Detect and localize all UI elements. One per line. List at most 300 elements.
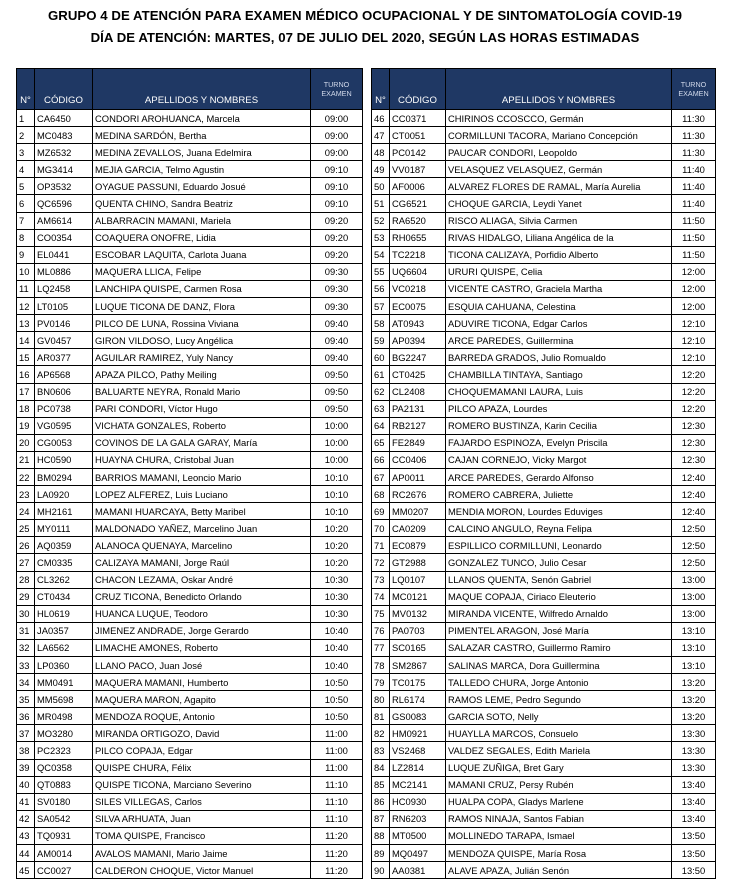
- row-name: MENDOZA QUISPE, María Rosa: [446, 845, 672, 862]
- row-code: BN0606: [35, 383, 93, 400]
- column-header-num: N°: [372, 69, 390, 110]
- table-row: [17, 588, 363, 605]
- row-name: MAMANI HUARCAYA, Betty Maribel: [93, 503, 311, 520]
- row-number: 27: [17, 554, 35, 571]
- row-time: 09:20: [311, 229, 363, 246]
- row-time: 11:30: [672, 110, 716, 127]
- row-name: MIRANDA ORTIGOZO, David: [93, 725, 311, 742]
- row-time: 11:30: [672, 127, 716, 144]
- row-name: ALANOCA QUENAYA, Marcelino: [93, 537, 311, 554]
- row-code: CA0209: [390, 520, 446, 537]
- column-header-name: APELLIDOS Y NOMBRES: [446, 69, 672, 110]
- row-code: TQ0931: [35, 827, 93, 844]
- row-number: 46: [372, 110, 390, 127]
- row-number: 43: [17, 827, 35, 844]
- table-row: [372, 605, 716, 622]
- row-number: 82: [372, 725, 390, 742]
- table-row: [17, 725, 363, 742]
- row-code: PC2323: [35, 742, 93, 759]
- row-name: HUALPA COPA, Gladys Marlene: [446, 793, 672, 810]
- table-row: [372, 161, 716, 178]
- row-name: ROMERO BUSTINZA, Karin Cecilia: [446, 417, 672, 434]
- table-row: [17, 195, 363, 212]
- row-time: 09:30: [311, 280, 363, 297]
- row-number: 88: [372, 827, 390, 844]
- row-number: 44: [17, 845, 35, 862]
- table-row: [372, 742, 716, 759]
- table-row: [17, 349, 363, 366]
- row-code: SV0180: [35, 793, 93, 810]
- row-number: 86: [372, 793, 390, 810]
- table-row: [372, 486, 716, 503]
- row-code: AF0006: [390, 178, 446, 195]
- table-row: [372, 503, 716, 520]
- turno-label-line2: EXAMEN: [678, 89, 709, 98]
- row-number: 17: [17, 383, 35, 400]
- row-code: UQ6604: [390, 263, 446, 280]
- row-name: CALDERON CHOQUE, Victor Manuel: [93, 862, 311, 879]
- row-code: BM0294: [35, 468, 93, 485]
- table-row: [17, 759, 363, 776]
- turno-label-line2: EXAMEN: [321, 89, 352, 98]
- table-row: [17, 537, 363, 554]
- row-code: RC2676: [390, 486, 446, 503]
- row-time: 09:50: [311, 383, 363, 400]
- column-header-turno: [311, 69, 363, 110]
- row-name: URURI QUISPE, Celia: [446, 263, 672, 280]
- row-name: PAUCAR CONDORI, Leopoldo: [446, 144, 672, 161]
- row-number: 24: [17, 503, 35, 520]
- row-name: CRUZ TICONA, Benedicto Orlando: [93, 588, 311, 605]
- column-header-name: APELLIDOS Y NOMBRES: [93, 69, 311, 110]
- row-code: CG6521: [390, 195, 446, 212]
- table-row: [372, 144, 716, 161]
- row-time: 12:00: [672, 263, 716, 280]
- row-code: LP0360: [35, 657, 93, 674]
- table-row: [372, 588, 716, 605]
- row-number: 83: [372, 742, 390, 759]
- table-row: [372, 468, 716, 485]
- row-name: CHACON LEZAMA, Oskar André: [93, 571, 311, 588]
- row-number: 79: [372, 674, 390, 691]
- row-name: PILCO COPAJA, Edgar: [93, 742, 311, 759]
- row-name: BALUARTE NEYRA, Ronald Mario: [93, 383, 311, 400]
- row-number: 75: [372, 605, 390, 622]
- row-code: AA0381: [390, 862, 446, 879]
- row-time: 11:00: [311, 725, 363, 742]
- row-number: 53: [372, 229, 390, 246]
- row-code: MM0207: [390, 503, 446, 520]
- row-time: 11:30: [672, 144, 716, 161]
- row-code: RN6203: [390, 810, 446, 827]
- row-time: 10:40: [311, 639, 363, 656]
- row-number: 55: [372, 263, 390, 280]
- row-number: 31: [17, 622, 35, 639]
- row-number: 61: [372, 366, 390, 383]
- table-row: [17, 810, 363, 827]
- row-time: 13:50: [672, 827, 716, 844]
- row-number: 30: [17, 605, 35, 622]
- table-row: [372, 622, 716, 639]
- row-time: 09:10: [311, 161, 363, 178]
- row-name: HUAYLLA MARCOS, Consuelo: [446, 725, 672, 742]
- column-header-turno: [672, 69, 716, 110]
- row-name: COVINOS DE LA GALA GARAY, María: [93, 434, 311, 451]
- row-time: 12:30: [672, 451, 716, 468]
- row-name: ESCOBAR LAQUITA, Carlota Juana: [93, 246, 311, 263]
- row-name: ESQUIA CAHUANA, Celestina: [446, 298, 672, 315]
- row-time: 10:00: [311, 417, 363, 434]
- table-row: [372, 537, 716, 554]
- row-code: CM0335: [35, 554, 93, 571]
- row-code: CC0371: [390, 110, 446, 127]
- row-time: 10:40: [311, 622, 363, 639]
- row-code: CO0354: [35, 229, 93, 246]
- row-number: 25: [17, 520, 35, 537]
- table-body-right: [372, 110, 716, 879]
- row-time: 13:20: [672, 708, 716, 725]
- row-time: 13:10: [672, 622, 716, 639]
- table-row: [17, 417, 363, 434]
- table-row: [372, 674, 716, 691]
- row-name: MOLLINEDO TARAPA, Ismael: [446, 827, 672, 844]
- row-number: 48: [372, 144, 390, 161]
- row-code: CT0051: [390, 127, 446, 144]
- row-time: 10:20: [311, 520, 363, 537]
- row-time: 09:10: [311, 195, 363, 212]
- row-time: 12:00: [672, 280, 716, 297]
- row-number: 84: [372, 759, 390, 776]
- table-row: [17, 468, 363, 485]
- table-row: [372, 691, 716, 708]
- row-name: AVALOS MAMANI, Mario Jaime: [93, 845, 311, 862]
- row-code: CL2408: [390, 383, 446, 400]
- schedule-table-left: [16, 68, 363, 879]
- row-number: 28: [17, 571, 35, 588]
- row-name: VALDEZ SEGALES, Edith Mariela: [446, 742, 672, 759]
- row-time: 13:00: [672, 588, 716, 605]
- row-time: 10:10: [311, 503, 363, 520]
- row-name: HUANCA LUQUE, Teodoro: [93, 605, 311, 622]
- row-code: MT0500: [390, 827, 446, 844]
- row-code: GT2988: [390, 554, 446, 571]
- row-code: QC0358: [35, 759, 93, 776]
- table-row: [372, 298, 716, 315]
- row-number: 62: [372, 383, 390, 400]
- row-name: MEDINA ZEVALLOS, Juana Edelmira: [93, 144, 311, 161]
- row-time: 13:40: [672, 810, 716, 827]
- row-code: MR0498: [35, 708, 93, 725]
- row-name: PILCO APAZA, Lourdes: [446, 400, 672, 417]
- row-time: 12:40: [672, 503, 716, 520]
- row-name: CHOQUEMAMANI LAURA, Luis: [446, 383, 672, 400]
- row-time: 12:10: [672, 332, 716, 349]
- row-time: 13:20: [672, 674, 716, 691]
- row-code: VG0595: [35, 417, 93, 434]
- row-time: 13:50: [672, 845, 716, 862]
- row-number: 35: [17, 691, 35, 708]
- row-time: 11:00: [311, 759, 363, 776]
- row-number: 89: [372, 845, 390, 862]
- row-name: ARCE PAREDES, Guillermina: [446, 332, 672, 349]
- row-number: 60: [372, 349, 390, 366]
- row-number: 65: [372, 434, 390, 451]
- row-code: VV0187: [390, 161, 446, 178]
- row-code: GS0083: [390, 708, 446, 725]
- row-name: MAQUERA MAMANI, Humberto: [93, 674, 311, 691]
- row-time: 10:40: [311, 657, 363, 674]
- row-number: 63: [372, 400, 390, 417]
- row-number: 15: [17, 349, 35, 366]
- row-code: RH0655: [390, 229, 446, 246]
- row-time: 13:00: [672, 571, 716, 588]
- row-code: FE2849: [390, 434, 446, 451]
- row-number: 50: [372, 178, 390, 195]
- page-title: GRUPO 4 DE ATENCIÓN PARA EXAMEN MÉDICO OCUPACIONAL Y DE SINTOMATOLOGÍA COVID-19: [47, 8, 683, 23]
- row-name: ESPILLICO CORMILLUNI, Leonardo: [446, 537, 672, 554]
- row-time: 09:40: [311, 332, 363, 349]
- row-name: CALCINO ANGULO, Reyna Felipa: [446, 520, 672, 537]
- table-row: [17, 315, 363, 332]
- row-name: LOPEZ ALFEREZ, Luis Luciano: [93, 486, 311, 503]
- row-code: MM5698: [35, 691, 93, 708]
- table-row: [372, 827, 716, 844]
- row-code: PV0146: [35, 315, 93, 332]
- row-time: 11:40: [672, 195, 716, 212]
- row-code: CT0425: [390, 366, 446, 383]
- table-row: [17, 212, 363, 229]
- row-code: SA0542: [35, 810, 93, 827]
- row-number: 18: [17, 400, 35, 417]
- row-name: LUQUE ZUÑIGA, Bret Gary: [446, 759, 672, 776]
- row-code: RL6174: [390, 691, 446, 708]
- row-code: LZ2814: [390, 759, 446, 776]
- table-row: [372, 793, 716, 810]
- row-time: 09:00: [311, 110, 363, 127]
- row-code: PC0738: [35, 400, 93, 417]
- row-name: QUISPE CHURA, Félix: [93, 759, 311, 776]
- row-number: 6: [17, 195, 35, 212]
- row-name: PILCO DE LUNA, Rossina Viviana: [93, 315, 311, 332]
- row-number: 36: [17, 708, 35, 725]
- table-row: [17, 486, 363, 503]
- table-row: [372, 280, 716, 297]
- row-code: JA0357: [35, 622, 93, 639]
- row-name: RIVAS HIDALGO, Liliana Angélica de la: [446, 229, 672, 246]
- row-time: 09:40: [311, 349, 363, 366]
- row-time: 10:00: [311, 451, 363, 468]
- table-row: [372, 178, 716, 195]
- row-number: 11: [17, 280, 35, 297]
- row-number: 74: [372, 588, 390, 605]
- page-subtitle: DÍA DE ATENCIÓN: MARTES, 07 DE JULIO DEL 2020, SEGÚN LAS HORAS ESTIMADAS: [90, 30, 640, 45]
- table-row: [372, 639, 716, 656]
- row-time: 09:50: [311, 400, 363, 417]
- row-time: 11:50: [672, 229, 716, 246]
- row-number: 76: [372, 622, 390, 639]
- row-number: 42: [17, 810, 35, 827]
- table-row: [372, 759, 716, 776]
- row-name: MENDOZA ROQUE, Antonio: [93, 708, 311, 725]
- row-number: 57: [372, 298, 390, 315]
- table-row: [372, 417, 716, 434]
- row-name: CALIZAYA MAMANI, Jorge Raúl: [93, 554, 311, 571]
- row-code: AR0377: [35, 349, 93, 366]
- row-name: MENDIA MORON, Lourdes Eduviges: [446, 503, 672, 520]
- row-code: HC0930: [390, 793, 446, 810]
- table-row: [372, 554, 716, 571]
- table-row: [17, 451, 363, 468]
- row-number: 52: [372, 212, 390, 229]
- row-number: 80: [372, 691, 390, 708]
- row-code: CA6450: [35, 110, 93, 127]
- row-time: 13:50: [672, 862, 716, 879]
- row-name: CHAMBILLA TINTAYA, Santiago: [446, 366, 672, 383]
- row-time: 13:30: [672, 725, 716, 742]
- column-header-code: CÓDIGO: [35, 69, 93, 110]
- row-code: BG2247: [390, 349, 446, 366]
- table-row: [372, 195, 716, 212]
- table-row: [372, 127, 716, 144]
- row-number: 39: [17, 759, 35, 776]
- row-name: SALAZAR CASTRO, Guillermo Ramiro: [446, 639, 672, 656]
- table-row: [17, 503, 363, 520]
- row-code: SM2867: [390, 657, 446, 674]
- row-code: AP0011: [390, 468, 446, 485]
- row-code: MO3280: [35, 725, 93, 742]
- table-header-row: [372, 69, 716, 110]
- row-number: 40: [17, 776, 35, 793]
- row-name: VELASQUEZ VELASQUEZ, Germán: [446, 161, 672, 178]
- row-name: MAQUERA LLICA, Felipe: [93, 263, 311, 280]
- row-number: 58: [372, 315, 390, 332]
- table-row: [372, 315, 716, 332]
- table-row: [372, 657, 716, 674]
- row-name: BARRIOS MAMANI, Leoncio Mario: [93, 468, 311, 485]
- row-number: 70: [372, 520, 390, 537]
- row-name: MEDINA SARDÓN, Bertha: [93, 127, 311, 144]
- row-time: 09:30: [311, 298, 363, 315]
- row-code: HL0619: [35, 605, 93, 622]
- row-time: 13:10: [672, 657, 716, 674]
- row-name: COAQUERA ONOFRE, Lidia: [93, 229, 311, 246]
- row-name: BARREDA GRADOS, Julio Romualdo: [446, 349, 672, 366]
- row-number: 73: [372, 571, 390, 588]
- row-time: 11:40: [672, 161, 716, 178]
- table-row: [17, 110, 363, 127]
- row-number: 16: [17, 366, 35, 383]
- row-number: 10: [17, 263, 35, 280]
- row-name: APAZA PILCO, Pathy Meiling: [93, 366, 311, 383]
- table-row: [372, 110, 716, 127]
- row-time: 10:00: [311, 434, 363, 451]
- column-header-code: CÓDIGO: [390, 69, 446, 110]
- table-row: [372, 366, 716, 383]
- row-name: CHIRINOS CCOSCCO, Germán: [446, 110, 672, 127]
- row-code: MC0121: [390, 588, 446, 605]
- row-code: RB2127: [390, 417, 446, 434]
- table-row: [372, 263, 716, 280]
- row-number: 69: [372, 503, 390, 520]
- row-time: 11:40: [672, 178, 716, 195]
- row-code: OP3532: [35, 178, 93, 195]
- row-name: FAJARDO ESPINOZA, Evelyn Priscila: [446, 434, 672, 451]
- row-name: VICENTE CASTRO, Graciela Martha: [446, 280, 672, 297]
- table-row: [17, 178, 363, 195]
- row-number: 34: [17, 674, 35, 691]
- table-row: [372, 229, 716, 246]
- row-name: ALAVE APAZA, Julián Senón: [446, 862, 672, 879]
- row-time: 12:40: [672, 468, 716, 485]
- row-time: 12:20: [672, 366, 716, 383]
- row-name: TICONA CALIZAYA, Porfidio Alberto: [446, 246, 672, 263]
- row-time: 12:50: [672, 520, 716, 537]
- row-code: LA0920: [35, 486, 93, 503]
- row-name: ALBARRACIN MAMANI, Mariela: [93, 212, 311, 229]
- row-number: 64: [372, 417, 390, 434]
- table-row: [17, 229, 363, 246]
- row-time: 09:50: [311, 366, 363, 383]
- turno-label-line1: TURNO: [323, 80, 350, 89]
- row-number: 49: [372, 161, 390, 178]
- row-number: 56: [372, 280, 390, 297]
- row-name: MALDONADO YAÑEZ, Marcelino Juan: [93, 520, 311, 537]
- row-name: VICHATA GONZALES, Roberto: [93, 417, 311, 434]
- row-number: 19: [17, 417, 35, 434]
- row-code: LQ2458: [35, 280, 93, 297]
- table-row: [17, 571, 363, 588]
- row-name: GIRON VILDOSO, Lucy Angélica: [93, 332, 311, 349]
- table-row: [372, 451, 716, 468]
- row-code: VC0218: [390, 280, 446, 297]
- turno-label-line1: TURNO: [680, 80, 707, 89]
- row-name: SALINAS MARCA, Dora Guillermina: [446, 657, 672, 674]
- row-number: 22: [17, 468, 35, 485]
- row-time: 12:50: [672, 554, 716, 571]
- row-time: 12:30: [672, 417, 716, 434]
- row-number: 3: [17, 144, 35, 161]
- row-name: GARCIA SOTO, Nelly: [446, 708, 672, 725]
- row-code: ML0886: [35, 263, 93, 280]
- row-number: 7: [17, 212, 35, 229]
- row-number: 26: [17, 537, 35, 554]
- table-row: [17, 383, 363, 400]
- table-row: [17, 742, 363, 759]
- row-name: MIRANDA VICENTE, Wilfredo Arnaldo: [446, 605, 672, 622]
- row-name: RAMOS LEME, Pedro Segundo: [446, 691, 672, 708]
- row-time: 09:30: [311, 263, 363, 280]
- row-time: 11:00: [311, 742, 363, 759]
- row-code: MV0132: [390, 605, 446, 622]
- row-code: LA6562: [35, 639, 93, 656]
- table-row: [372, 571, 716, 588]
- row-number: 23: [17, 486, 35, 503]
- row-time: 12:10: [672, 315, 716, 332]
- row-number: 13: [17, 315, 35, 332]
- column-header-num: N°: [17, 69, 35, 110]
- row-time: 10:20: [311, 537, 363, 554]
- row-number: 8: [17, 229, 35, 246]
- row-code: TC2218: [390, 246, 446, 263]
- row-code: GV0457: [35, 332, 93, 349]
- row-time: 09:00: [311, 127, 363, 144]
- row-number: 68: [372, 486, 390, 503]
- row-name: SILES VILLEGAS, Carlos: [93, 793, 311, 810]
- table-row: [17, 793, 363, 810]
- row-time: 12:20: [672, 400, 716, 417]
- row-number: 90: [372, 862, 390, 879]
- row-name: CAJAN CORNEJO, Vicky Margot: [446, 451, 672, 468]
